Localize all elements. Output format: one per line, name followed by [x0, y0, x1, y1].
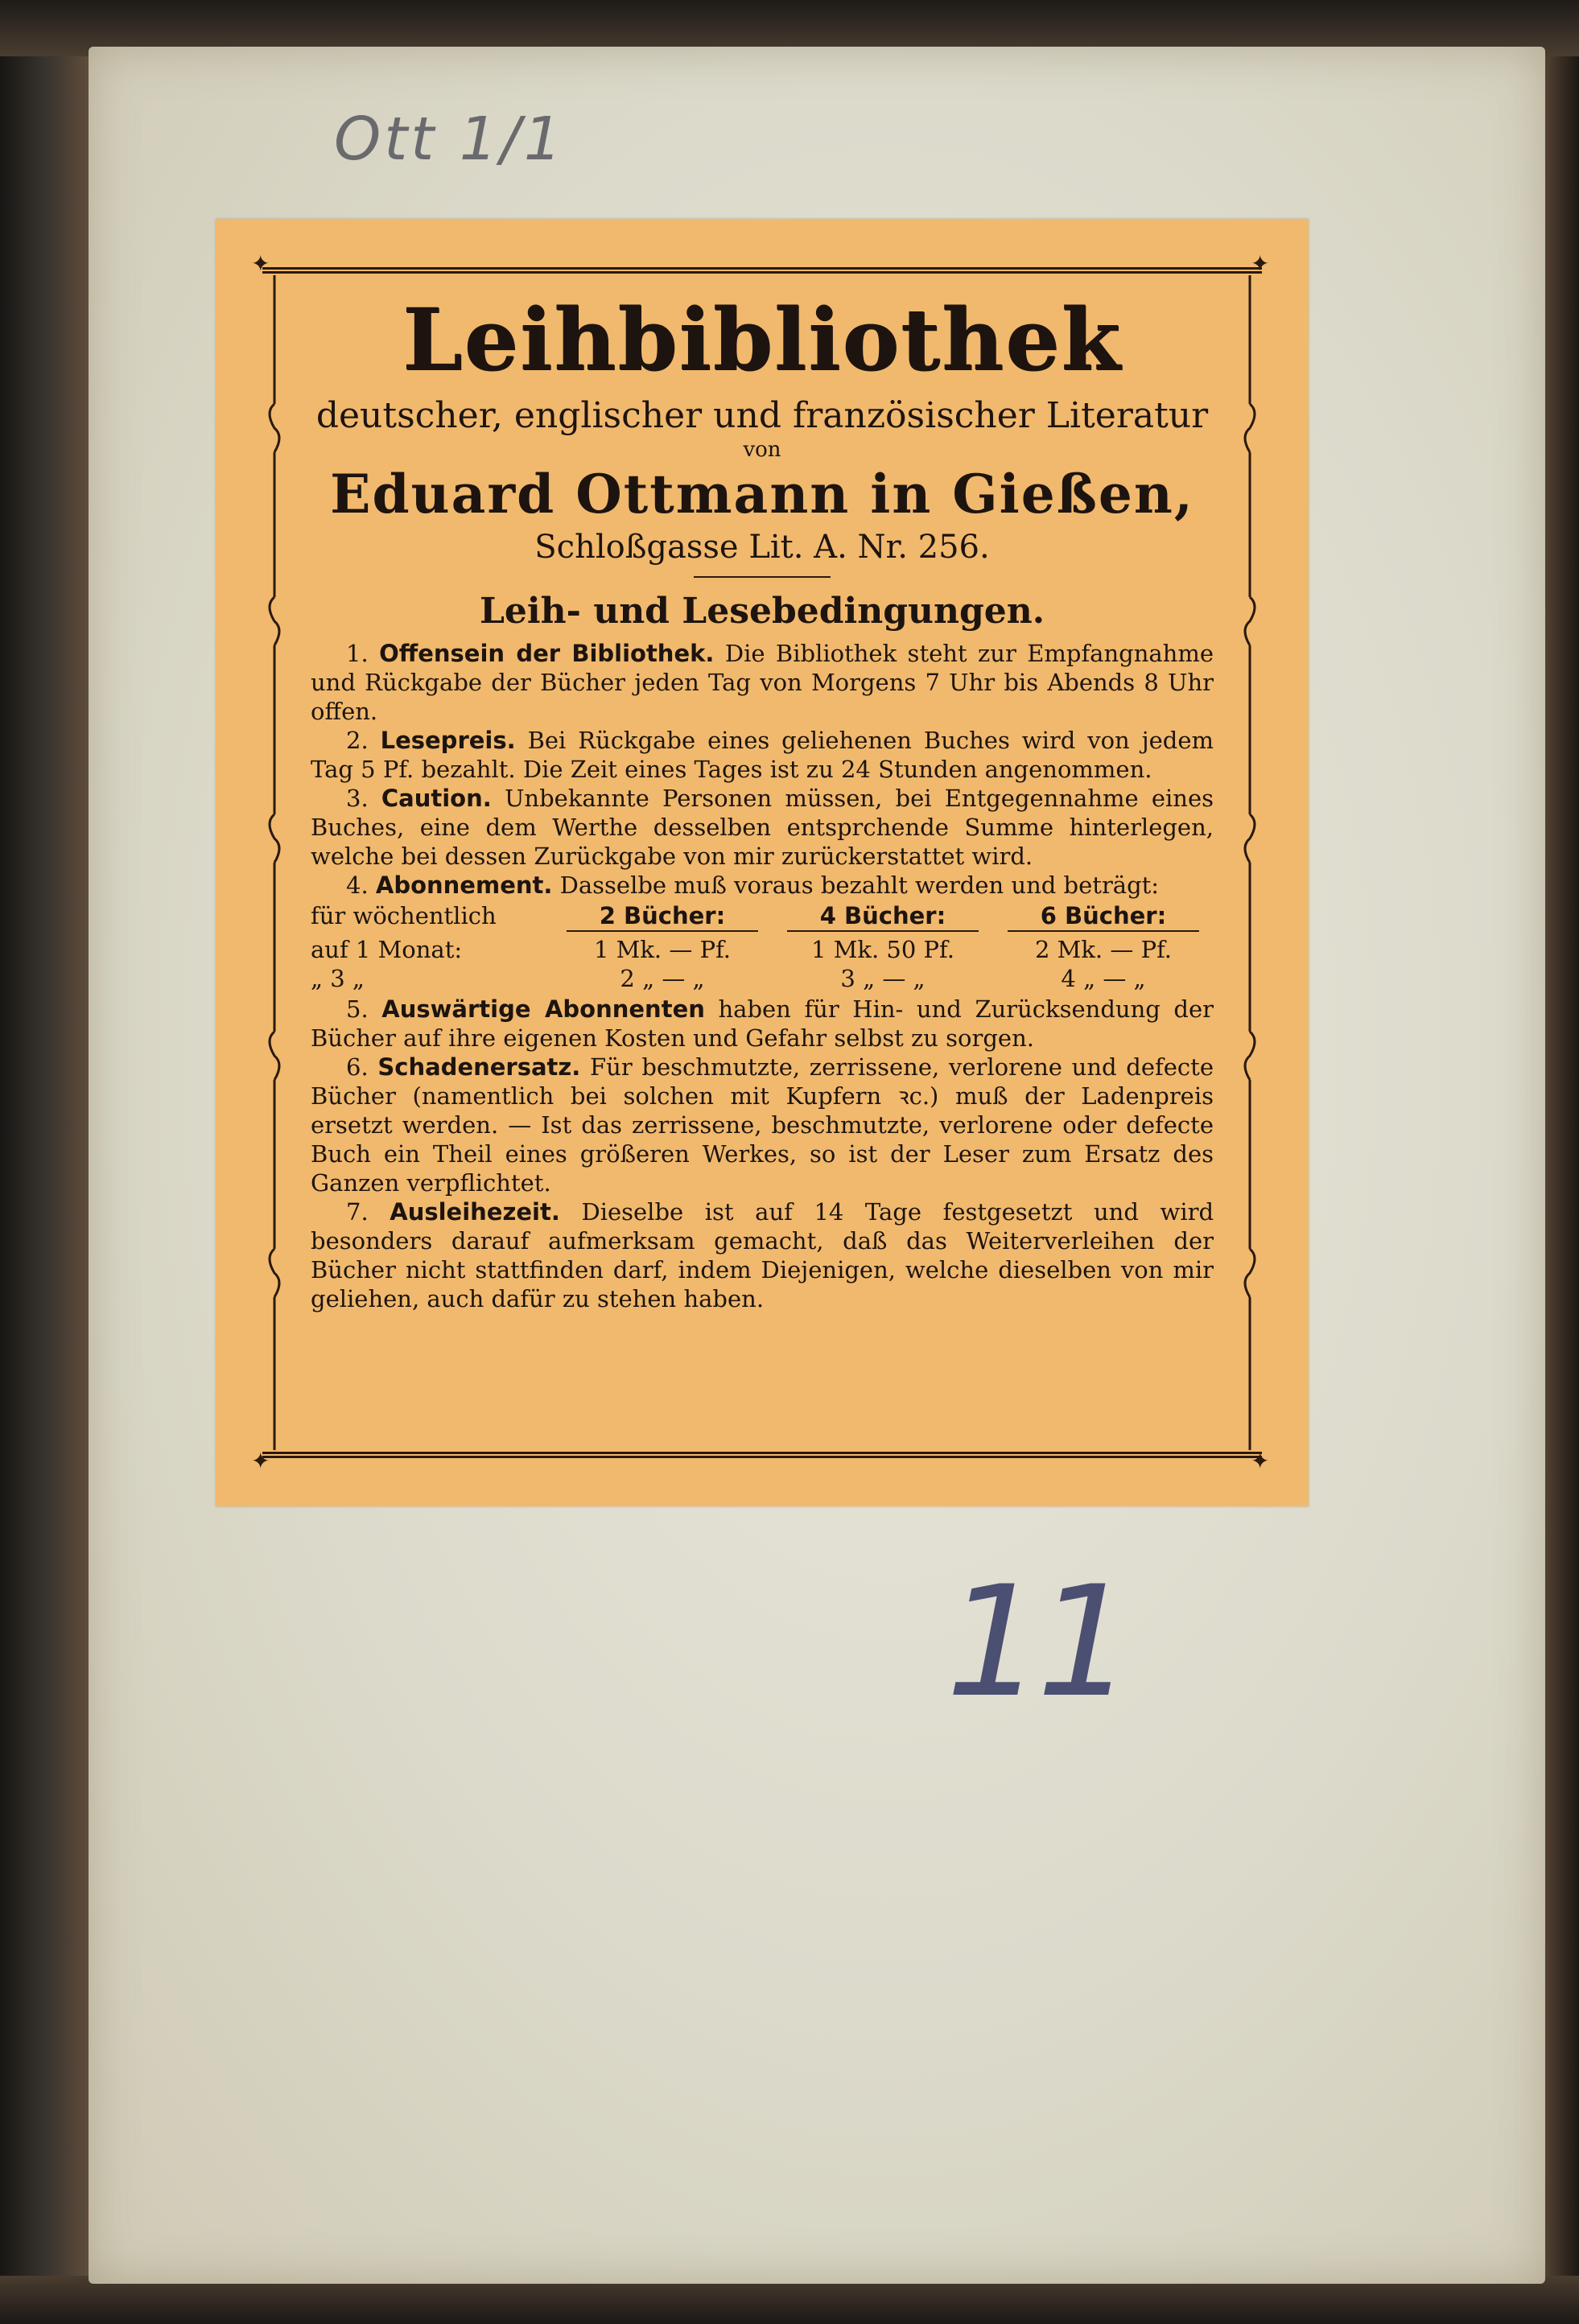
label-subtitle: deutscher, englischer und französischer Literatur [315, 395, 1209, 436]
abonnement-column-header: 6 Bücher: [1008, 901, 1199, 932]
abonnement-label-header: für wöchentlich [311, 902, 497, 929]
condition-number: 2. [346, 727, 369, 754]
abonnement-cell: 2 Mk. — Pf. [1034, 936, 1173, 963]
condition-text: Die Bibliothek steht zur Empfangnahme und Rückgabe der Bücher jeden Tag von Morgens 7 Uhr bis Abends 8 Uhr offen. [311, 640, 1214, 725]
abonnement-row-label: auf 1 Monat: [311, 936, 463, 963]
right-ornament-border [1238, 259, 1262, 1466]
handwritten-shelfmark: Ott 1/1 [334, 105, 565, 174]
abonnement-row-label: „ 3 „ [311, 965, 365, 992]
condition-item [311, 871, 1214, 900]
label-owner: Eduard Ottmann in Gießen, [330, 463, 1194, 525]
condition-item [311, 1053, 1214, 1197]
label-address: Schloßgasse Lit. A. Nr. 256. [534, 529, 990, 566]
conditions-heading: Leih- und Lesebedingungen. [479, 591, 1045, 632]
condition-number: 1. [346, 640, 369, 667]
label-title: Leihbibliothek [402, 289, 1122, 389]
condition-number: 3. [346, 785, 369, 812]
condition-item [311, 995, 1214, 1053]
condition-number: 4. [346, 872, 369, 899]
condition-number: 7. [346, 1198, 369, 1226]
condition-item [311, 726, 1214, 784]
abonnement-cell: 1 Mk. — Pf. [593, 936, 732, 963]
condition-text: Dieselbe ist auf 14 Tage festgesetzt und wird besonders darauf aufmerksam gemacht, daß das Weiterverleihen der Bücher nicht stattfinden darf, indem Diejenigen, welche dieselben von mir geliehen, auch dafür zu stehen haben. [311, 1198, 1214, 1312]
condition-item [311, 639, 1214, 726]
condition-text: Dasselbe muß voraus bezahlt werden und beträgt: [559, 872, 1160, 899]
corner-ornament-icon: ✦ [1251, 1448, 1270, 1474]
corner-ornament-icon: ✦ [251, 1448, 270, 1474]
condition-heading: Schadenersatz. [377, 1053, 581, 1081]
abonnement-column-header: 4 Bücher: [787, 901, 979, 932]
divider-rule [694, 576, 831, 578]
condition-text: haben für Hin- und Zurücksendung der Bücher auf ihre eigenen Kosten und Gefahr selbst zu sorgen. [311, 995, 1214, 1052]
condition-heading: Offensein der Bibliothek. [379, 640, 715, 667]
abonnement-cell: 1 Mk. 50 Pf. [811, 936, 954, 963]
corner-ornament-icon: ✦ [1251, 250, 1270, 277]
condition-item [311, 784, 1214, 871]
corner-ornament-icon: ✦ [251, 250, 270, 277]
condition-heading: Abonnement. [375, 872, 553, 899]
label-von: von [743, 438, 781, 462]
abonnement-cell: 3 „ — „ [840, 965, 926, 992]
left-ornament-border [262, 259, 287, 1466]
condition-heading: Caution. [381, 785, 492, 812]
label-content [311, 291, 1214, 1313]
abonnement-column-header: 2 Bücher: [567, 901, 758, 932]
condition-text: Für beschmutzte, zerrissene, verlorene und defecte Bücher (namentlich bei solchen mit Kupfern ꝛc.) muß der Ladenpreis ersetzt werden. — Ist das zerrissene, beschmutzte, verlorene oder defecte Buch ein Theil eines größeren Werkes, so ist der Leser zum Ersatz des Ganzen verpflichtet. [311, 1053, 1214, 1197]
handwritten-number: 11 [946, 1553, 1128, 1731]
condition-number: 5. [346, 995, 369, 1023]
condition-heading: Ausleihezeit. [390, 1198, 560, 1226]
conditions-body [311, 639, 1214, 1313]
abonnement-cell: 4 „ — „ [1061, 965, 1146, 992]
condition-text: Bei Rückgabe eines geliehenen Buches wird von jedem Tag 5 Pf. bezahlt. Die Zeit eines Tages ist zu 24 Stunden angenommen. [311, 727, 1214, 783]
abonnement-cell: 2 „ — „ [620, 965, 705, 992]
condition-item [311, 1197, 1214, 1313]
abonnement-table [311, 901, 1214, 993]
condition-heading: Auswärtige Abonnenten [381, 995, 705, 1023]
condition-text: Unbekannte Personen müssen, bei Entgegennahme eines Buches, eine dem Werthe desselben entsprchende Summe hinterlegen, welche bei dessen Zurückgabe von mir zurückerstattet wird. [311, 785, 1214, 870]
condition-number: 6. [346, 1053, 369, 1081]
library-label [216, 219, 1309, 1506]
condition-heading: Lesepreis. [380, 727, 516, 754]
